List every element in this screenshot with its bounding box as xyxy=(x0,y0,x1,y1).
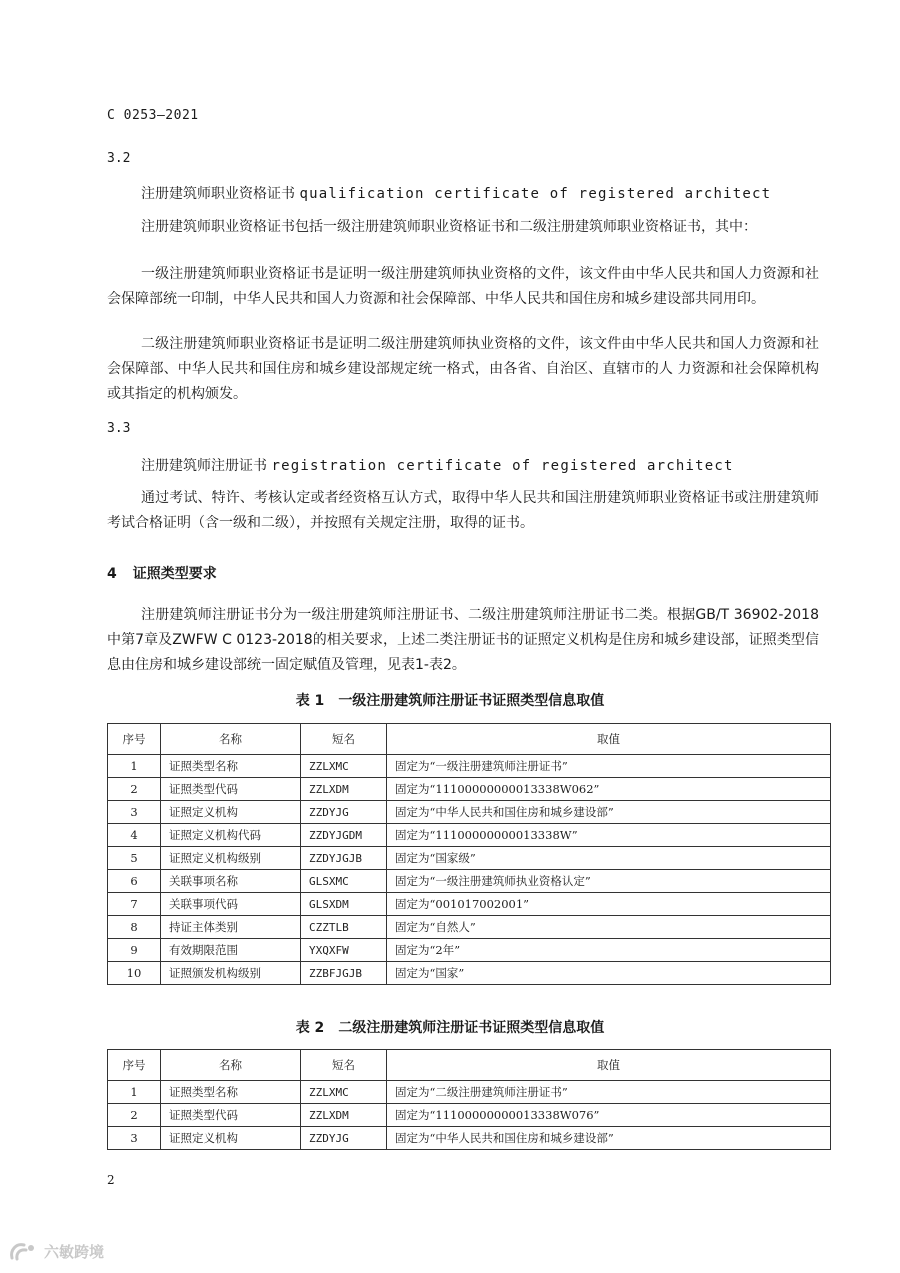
header-seq: 序号 xyxy=(108,724,161,755)
cell-seq: 1 xyxy=(108,755,161,778)
table-row xyxy=(108,893,831,916)
cell-short: ZZDYJG xyxy=(301,801,387,824)
cell-short: ZZLXDM xyxy=(301,778,387,801)
cell-seq: 3 xyxy=(108,801,161,824)
section-heading-4 xyxy=(107,563,217,583)
cell-name: 持证主体类别 xyxy=(161,916,301,939)
cell-name: 证照定义机构 xyxy=(161,801,301,824)
cell-value: 固定为“自然人” xyxy=(387,916,831,939)
table-row xyxy=(108,755,831,778)
table-title: 一级注册建筑师注册证书证照类型信息取值 xyxy=(338,693,605,709)
cell-name: 有效期限范围 xyxy=(161,939,301,962)
cell-short: ZZDYJGDM xyxy=(301,824,387,847)
cell-seq: 9 xyxy=(108,939,161,962)
cell-name: 证照类型代码 xyxy=(161,1104,301,1127)
cell-short: GLSXDM xyxy=(301,893,387,916)
table-row xyxy=(108,1081,831,1104)
table-row xyxy=(108,801,831,824)
cell-seq: 8 xyxy=(108,916,161,939)
term-en: registration certificate of registered architect xyxy=(271,458,734,474)
section-number: 4 xyxy=(107,566,117,582)
term-3-3 xyxy=(141,455,734,475)
term-en: qualification certificate of registered architect xyxy=(299,186,772,202)
cell-value: 固定为“11100000000013338W076” xyxy=(387,1104,831,1127)
document-code: C 0253—2021 xyxy=(107,108,199,123)
header-seq: 序号 xyxy=(108,1050,161,1081)
cell-short: ZZDYJGJB xyxy=(301,847,387,870)
table1-caption xyxy=(0,690,900,710)
term-3-2 xyxy=(141,183,771,203)
cell-seq: 4 xyxy=(108,824,161,847)
cell-name: 证照类型名称 xyxy=(161,755,301,778)
cell-value: 固定为“中华人民共和国住房和城乡建设部” xyxy=(387,801,831,824)
cell-seq: 6 xyxy=(108,870,161,893)
cell-name: 关联事项名称 xyxy=(161,870,301,893)
term-zh: 注册建筑师职业资格证书 xyxy=(141,186,295,202)
table2 xyxy=(107,1049,831,1150)
table-title: 二级注册建筑师注册证书证照类型信息取值 xyxy=(338,1020,605,1036)
table-header-row xyxy=(108,1050,831,1081)
cell-value: 固定为“11100000000013338W” xyxy=(387,824,831,847)
header-short: 短名 xyxy=(301,724,387,755)
cell-value: 固定为“001017002001” xyxy=(387,893,831,916)
table-row xyxy=(108,916,831,939)
cell-value: 固定为“二级注册建筑师注册证书” xyxy=(387,1081,831,1104)
cell-name: 证照定义机构级别 xyxy=(161,847,301,870)
cell-name: 关联事项代码 xyxy=(161,893,301,916)
table-header-row xyxy=(108,724,831,755)
table-number: 表 1 xyxy=(295,693,325,709)
cell-seq: 2 xyxy=(108,1104,161,1127)
section-number-3-2: 3.2 xyxy=(107,151,131,166)
cell-short: ZZLXMC xyxy=(301,755,387,778)
cell-seq: 5 xyxy=(108,847,161,870)
header-value: 取值 xyxy=(387,724,831,755)
table-row xyxy=(108,870,831,893)
cell-seq: 3 xyxy=(108,1127,161,1150)
watermark-logo-icon xyxy=(8,1240,38,1262)
table-row xyxy=(108,824,831,847)
term-zh: 注册建筑师注册证书 xyxy=(141,458,267,474)
cell-value: 固定为“2年” xyxy=(387,939,831,962)
cell-short: ZZBFJGJB xyxy=(301,962,387,985)
section-number-3-3: 3.3 xyxy=(107,421,131,436)
cell-value: 固定为“国家级” xyxy=(387,847,831,870)
cell-short: GLSXMC xyxy=(301,870,387,893)
header-name: 名称 xyxy=(161,724,301,755)
table-row xyxy=(108,939,831,962)
paragraph: 二级注册建筑师职业资格证书是证明二级注册建筑师执业资格的文件，该文件由中华人民共和国人力资源和社会保障部、中华人民共和国住房和城乡建设部规定统一格式，由各省、自治区、直辖市的人 力资源和社会保障机构或其指定的机构颁发。 xyxy=(107,336,819,402)
cell-seq: 7 xyxy=(108,893,161,916)
watermark xyxy=(8,1240,104,1262)
watermark-text: 六敏跨境 xyxy=(44,1242,105,1261)
table-row xyxy=(108,1104,831,1127)
cell-seq: 1 xyxy=(108,1081,161,1104)
cell-short: CZZTLB xyxy=(301,916,387,939)
cell-name: 证照类型名称 xyxy=(161,1081,301,1104)
cell-name: 证照定义机构 xyxy=(161,1127,301,1150)
cell-seq: 2 xyxy=(108,778,161,801)
table-row xyxy=(108,778,831,801)
cell-value: 固定为“一级注册建筑师执业资格认定” xyxy=(387,870,831,893)
cell-seq: 10 xyxy=(108,962,161,985)
table2-caption xyxy=(0,1017,900,1037)
cell-short: YXQXFW xyxy=(301,939,387,962)
cell-value: 固定为“中华人民共和国住房和城乡建设部” xyxy=(387,1127,831,1150)
paragraph: 注册建筑师职业资格证书包括一级注册建筑师职业资格证书和二级注册建筑师职业资格证书，其中： xyxy=(141,219,757,235)
paragraph: 通过考试、特许、考核认定或者经资格互认方式，取得中华人民共和国注册建筑师职业资格证书或注册建筑师考试合格证明（含一级和二级），并按照有关规定注册，取得的证书。 xyxy=(107,490,819,531)
cell-name: 证照定义机构代码 xyxy=(161,824,301,847)
cell-short: ZZDYJG xyxy=(301,1127,387,1150)
header-name: 名称 xyxy=(161,1050,301,1081)
cell-name: 证照类型代码 xyxy=(161,778,301,801)
paragraph: 注册建筑师注册证书分为一级注册建筑师注册证书、二级注册建筑师注册证书二类。根据GB/T 36902-2018中第7章及ZWFW C 0123-2018的相关要求，上述二类注册证书的证照定义机构是住房和城乡建设部，证照类型信息由住房和城乡建设部统一固定赋值及管理，见表1-表2。 xyxy=(107,607,819,673)
table1 xyxy=(107,723,831,985)
header-short: 短名 xyxy=(301,1050,387,1081)
cell-value: 固定为“一级注册建筑师注册证书” xyxy=(387,755,831,778)
cell-value: 固定为“国家” xyxy=(387,962,831,985)
table-number: 表 2 xyxy=(295,1020,325,1036)
cell-short: ZZLXMC xyxy=(301,1081,387,1104)
cell-value: 固定为“11100000000013338W062” xyxy=(387,778,831,801)
table-row xyxy=(108,847,831,870)
cell-short: ZZLXDM xyxy=(301,1104,387,1127)
cell-name: 证照颁发机构级别 xyxy=(161,962,301,985)
table-row xyxy=(108,1127,831,1150)
page-number: 2 xyxy=(107,1173,115,1187)
header-value: 取值 xyxy=(387,1050,831,1081)
section-title: 证照类型要求 xyxy=(132,566,217,582)
paragraph: 一级注册建筑师职业资格证书是证明一级注册建筑师执业资格的文件，该文件由中华人民共和国人力资源和社会保障部统一印制，中华人民共和国人力资源和社会保障部、中华人民共和国住房和城乡建设部共同用印。 xyxy=(107,266,819,307)
table-row xyxy=(108,962,831,985)
